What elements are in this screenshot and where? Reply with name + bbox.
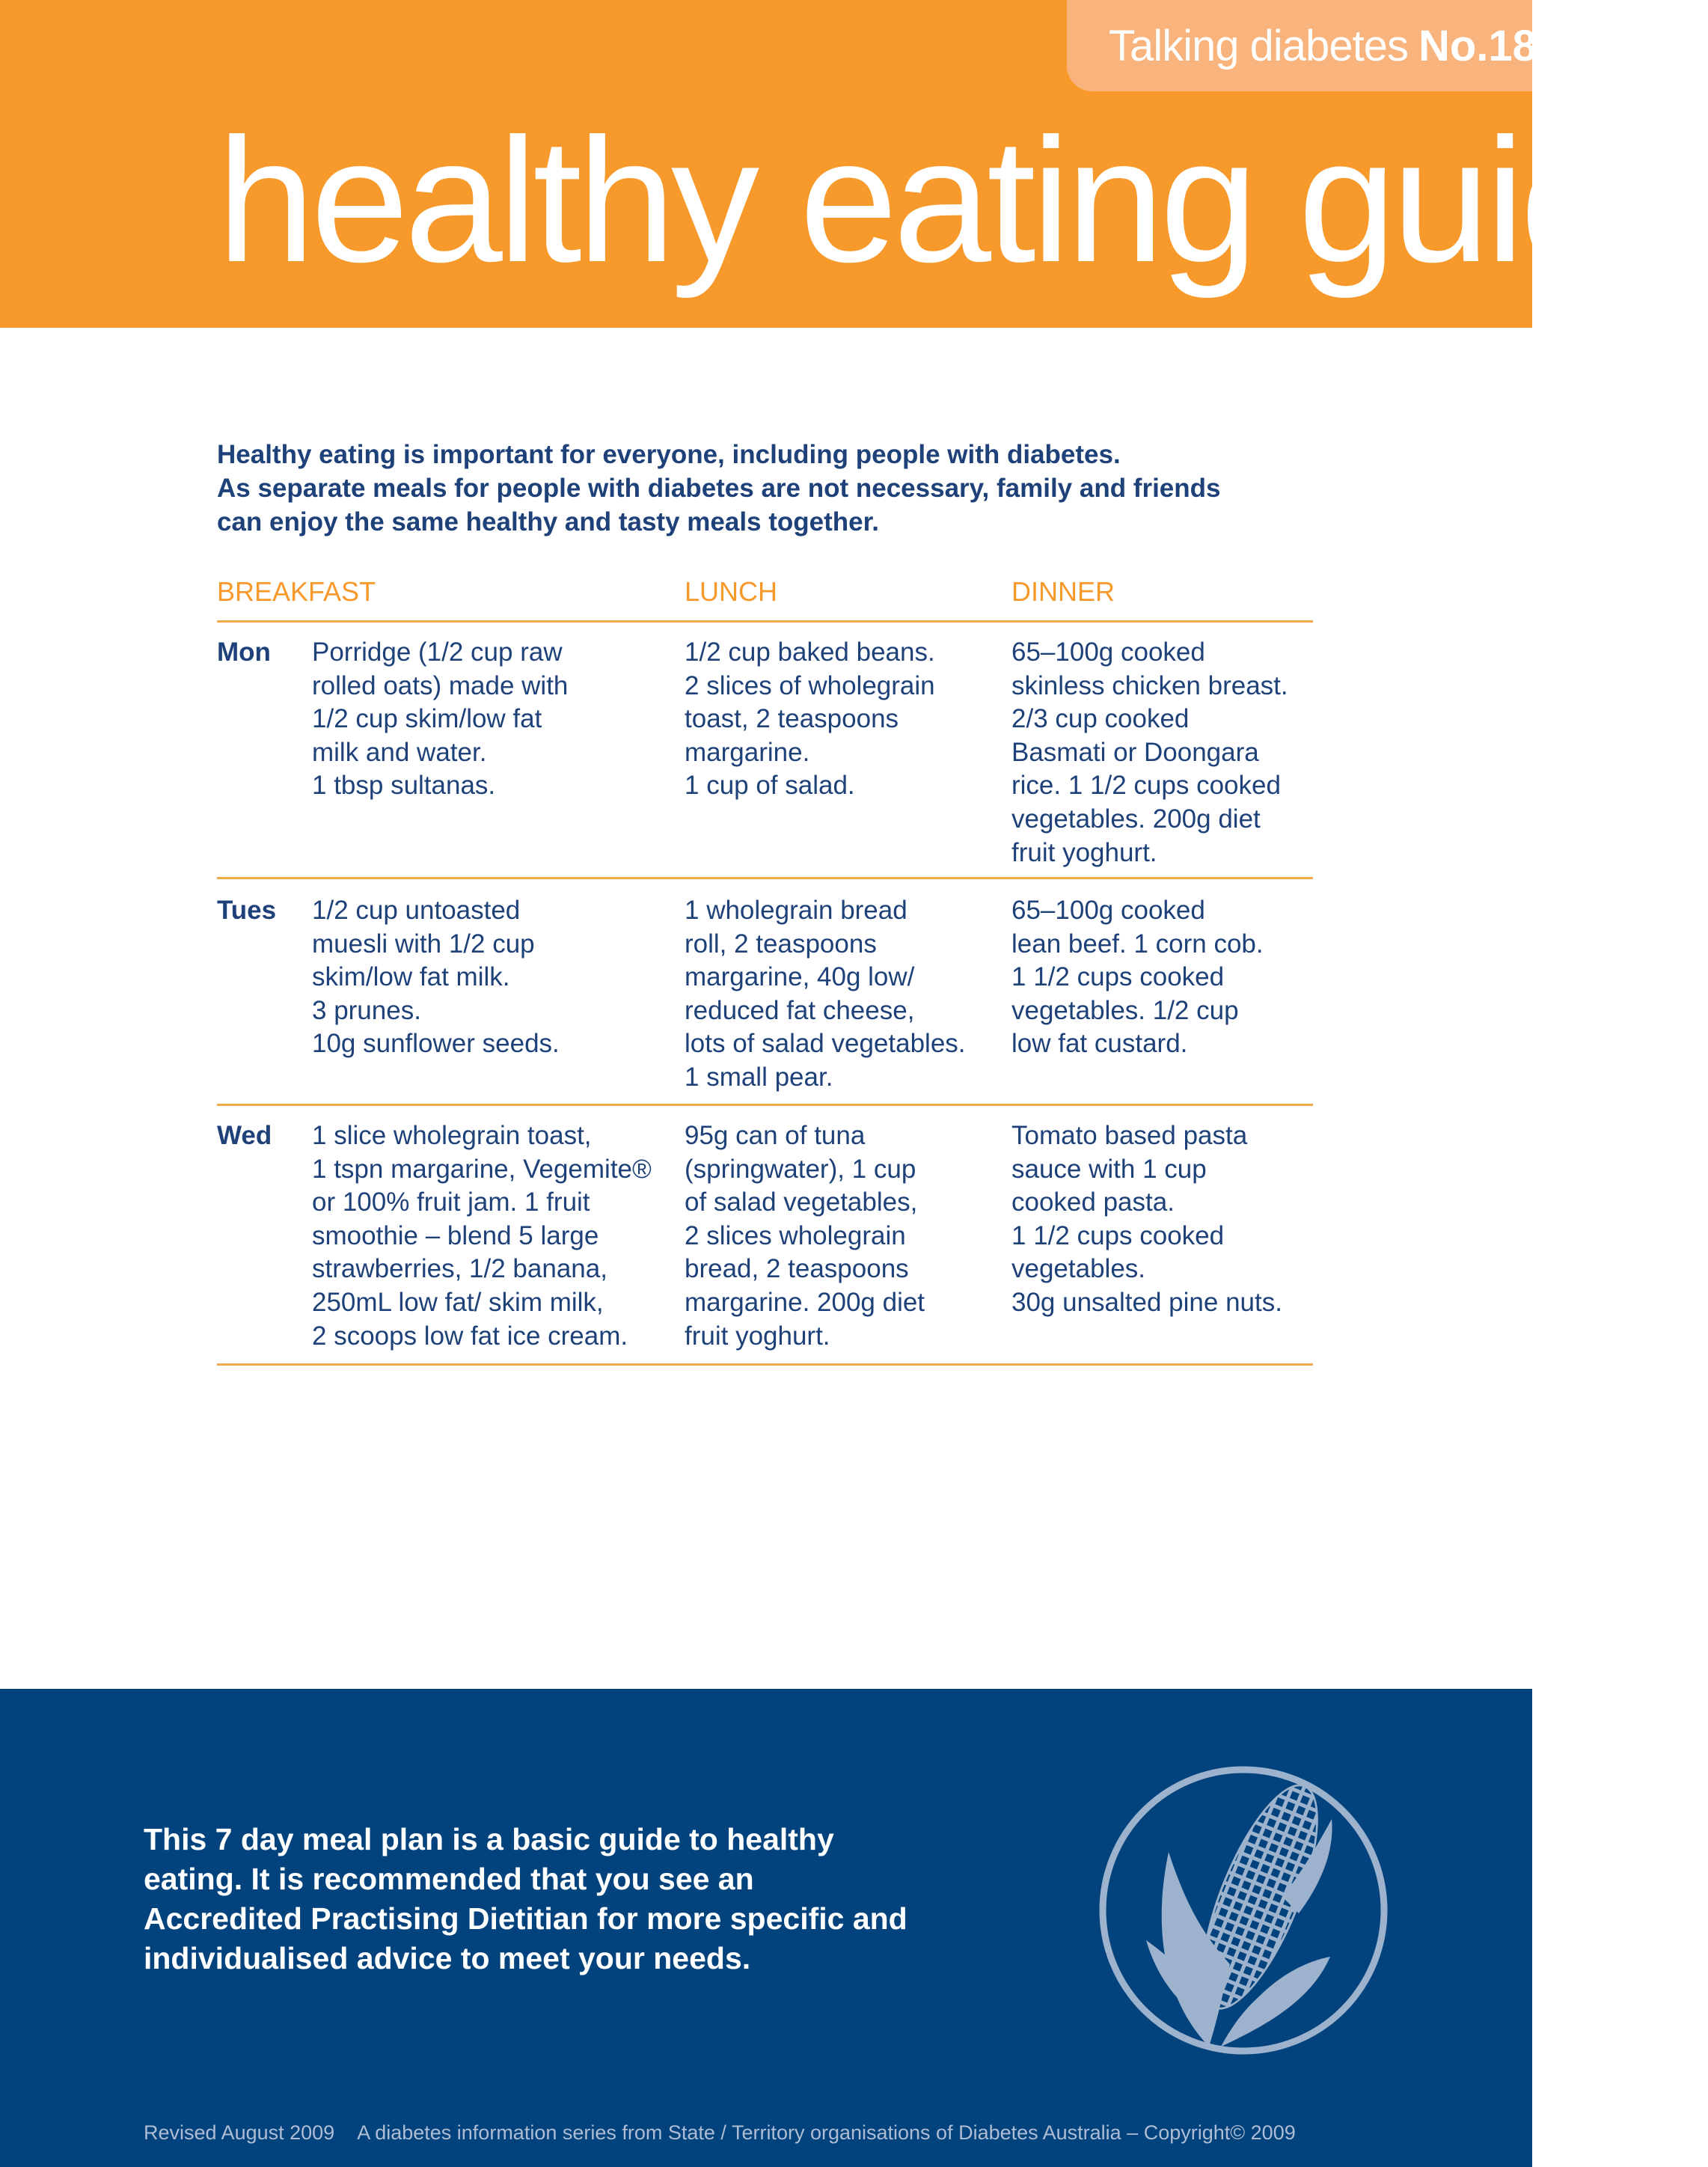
column-header-lunch: LUNCH	[685, 576, 778, 607]
mon-lunch-cell: 1/2 cup baked beans. 2 slices of wholegrain toast, 2 teaspoons margarine. 1 cup of salad.	[685, 638, 935, 801]
tues-breakfast-cell: 1/2 cup untoasted muesli with 1/2 cup skim/low fat milk. 3 prunes. 10g sunflower seeds.	[312, 896, 560, 1059]
footer-message-line: eating. It is recommended that you see an	[144, 1862, 754, 1896]
wed-breakfast-cell: 1 slice wholegrain toast, 1 tspn margarine, Vegemite® or 100% fruit jam. 1 fruit smoothie – blend 5 large strawberries, 1/2 banana, 250mL low fat/ skim milk, 2 scoops low fat ice cream.	[312, 1121, 652, 1351]
tues-lunch-cell: 1 wholegrain bread roll, 2 teaspoons margarine, 40g low/ reduced fat cheese, lots of salad vegetables. 1 small pear.	[685, 896, 966, 1092]
day-label-wed: Wed	[217, 1121, 272, 1150]
series-credit: A diabetes information series from State / Territory organisations of Diabetes Australia – Copyright© 2009	[357, 2121, 1296, 2144]
intro-paragraph	[217, 438, 1339, 539]
intro-line: As separate meals for people with diabetes are not necessary, family and friends	[217, 474, 1221, 503]
wed-dinner-cell: Tomato based pasta sauce with 1 cup cooked pasta. 1 1/2 cups cooked vegetables. 30g unsalted pine nuts.	[1011, 1121, 1282, 1317]
revised-date: Revised August 2009	[144, 2121, 335, 2144]
intro-line: can enjoy the same healthy and tasty meals together.	[217, 507, 880, 537]
footer-panel	[0, 1689, 1532, 2167]
table-divider	[217, 1104, 1313, 1106]
tues-dinner-cell: 65–100g cooked lean beef. 1 corn cob. 1 1/2 cups cooked vegetables. 1/2 cup low fat custard.	[1011, 896, 1264, 1059]
table-divider	[217, 877, 1313, 879]
header-banner	[0, 0, 1708, 328]
footer-message-line: individualised advice to meet your needs.	[144, 1941, 751, 1975]
day-label-tues: Tues	[217, 896, 277, 925]
series-number: No.18	[1418, 22, 1537, 70]
corn-icon	[1097, 1764, 1390, 2057]
footer-message	[144, 1820, 1079, 1978]
intro-line: Healthy eating is important for everyone, including people with diabetes.	[217, 440, 1121, 469]
table-divider	[217, 1363, 1313, 1366]
mon-breakfast-cell: Porridge (1/2 cup raw rolled oats) made with 1/2 cup skim/low fat milk and water. 1 tbsp sultanas.	[312, 638, 569, 801]
page-title: healthy eating guide	[217, 102, 1708, 299]
footer-credit	[144, 2121, 1296, 2145]
table-divider	[217, 620, 1313, 623]
footer-message-line: This 7 day meal plan is a basic guide to healthy	[144, 1822, 834, 1856]
footer-message-line: Accredited Practising Dietitian for more specific and	[144, 1901, 907, 1936]
day-label-mon: Mon	[217, 638, 271, 667]
column-header-breakfast: BREAKFAST	[217, 576, 376, 607]
series-tab	[1067, 0, 1537, 91]
mon-dinner-cell: 65–100g cooked skinless chicken breast. 2/3 cup cooked Basmati or Doongara rice. 1 1/2 cups cooked vegetables. 200g diet fruit yoghurt.	[1011, 638, 1288, 867]
wed-lunch-cell: 95g can of tuna (springwater), 1 cup of salad vegetables, 2 slices wholegrain bread, 2 teaspoons margarine. 200g diet fruit yoghurt.	[685, 1121, 925, 1351]
column-header-dinner: DINNER	[1011, 576, 1115, 607]
series-name: Talking diabetes	[1109, 22, 1408, 70]
